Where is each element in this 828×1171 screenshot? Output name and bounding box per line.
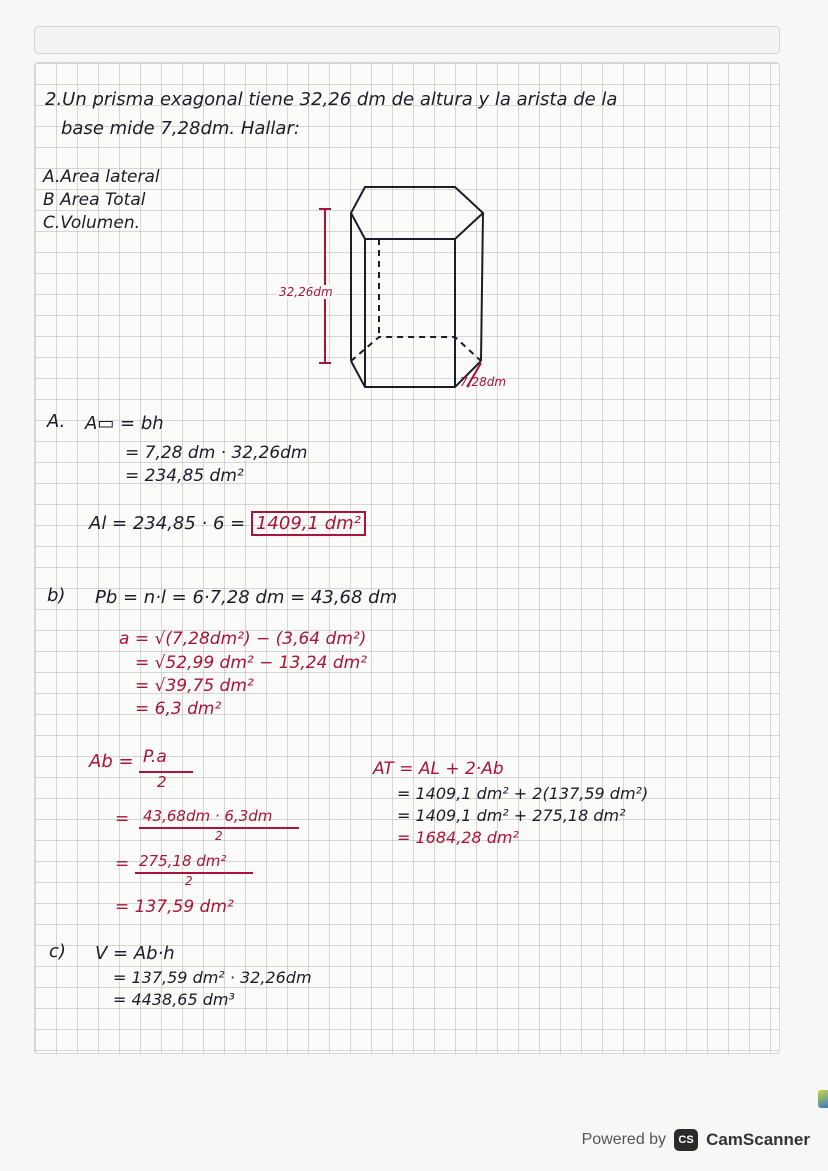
base-area-step2-bar <box>135 872 253 874</box>
part-a-label: A. <box>47 411 66 432</box>
scanner-corner-mark <box>818 1090 828 1108</box>
graph-paper-page <box>34 62 780 1054</box>
task-a: A.Area lateral <box>43 167 160 187</box>
camscanner-brand: CamScanner <box>706 1130 810 1149</box>
lateral-area-line <box>89 513 366 534</box>
base-area-formula: Ab = <box>89 751 134 772</box>
base-area-step2-eq: = <box>115 854 130 874</box>
base-area-numerator: P.a <box>143 747 167 767</box>
problem-line-2: base mide 7,28dm. Hallar: <box>61 118 300 139</box>
task-c: C.Volumen. <box>43 213 141 233</box>
edge-label: 7,28dm <box>460 375 507 389</box>
volume-step1: = 137,59 dm² · 32,26dm <box>113 968 312 987</box>
total-area-line-1: AT = AL + 2·Ab <box>373 759 504 779</box>
total-area-line-4: = 1684,28 dm² <box>397 828 519 847</box>
camscanner-footer <box>582 1126 810 1154</box>
base-area-step2-numerator: 275,18 dm² <box>139 852 227 870</box>
part-a-step1: = 7,28 dm · 32,26dm <box>125 443 308 463</box>
volume-formula: V = Ab·h <box>95 943 175 964</box>
apothem-line-4: = 6,3 dm² <box>135 699 222 719</box>
volume-step2: = 4438,65 dm³ <box>113 990 235 1009</box>
apothem-line-3: = √39,75 dm² <box>135 676 254 696</box>
camscanner-logo-icon: CS <box>674 1129 698 1151</box>
apothem-line-2: = √52,99 dm² − 13,24 dm² <box>135 653 368 673</box>
height-label: 32,26dm <box>279 285 333 299</box>
task-b: B Area Total <box>43 190 146 210</box>
scan-top-strip <box>34 26 780 54</box>
base-area-step1-denominator: 2 <box>215 829 223 843</box>
total-area-line-2: = 1409,1 dm² + 2(137,59 dm²) <box>397 784 649 803</box>
apothem-line-1: a = √(7,28dm²) − (3,64 dm²) <box>119 629 367 649</box>
base-area-step1-numerator: 43,68dm · 6,3dm <box>143 807 273 825</box>
base-area-result: = 137,59 dm² <box>115 897 234 917</box>
base-area-denominator: 2 <box>157 773 167 791</box>
base-area-step2-denominator: 2 <box>185 874 193 888</box>
perimeter-line: Pb = n·l = 6·7,28 dm = 43,68 dm <box>95 587 398 608</box>
lateral-area-left: Al = 234,85 · 6 = <box>89 513 246 534</box>
lateral-area-result: 1409,1 dm² <box>251 511 366 536</box>
total-area-line-3: = 1409,1 dm² + 275,18 dm² <box>397 806 626 825</box>
base-area-step1-eq: = <box>115 809 130 829</box>
problem-line-1: 2.Un prisma exagonal tiene 32,26 dm de altura y la arista de la <box>45 89 618 110</box>
part-c-label: c) <box>49 941 66 962</box>
part-a-formula: A▭ = bh <box>85 413 164 434</box>
part-b-label: b) <box>47 585 66 606</box>
powered-by-text: Powered by <box>581 1131 667 1148</box>
part-a-step2: = 234,85 dm² <box>125 466 244 486</box>
